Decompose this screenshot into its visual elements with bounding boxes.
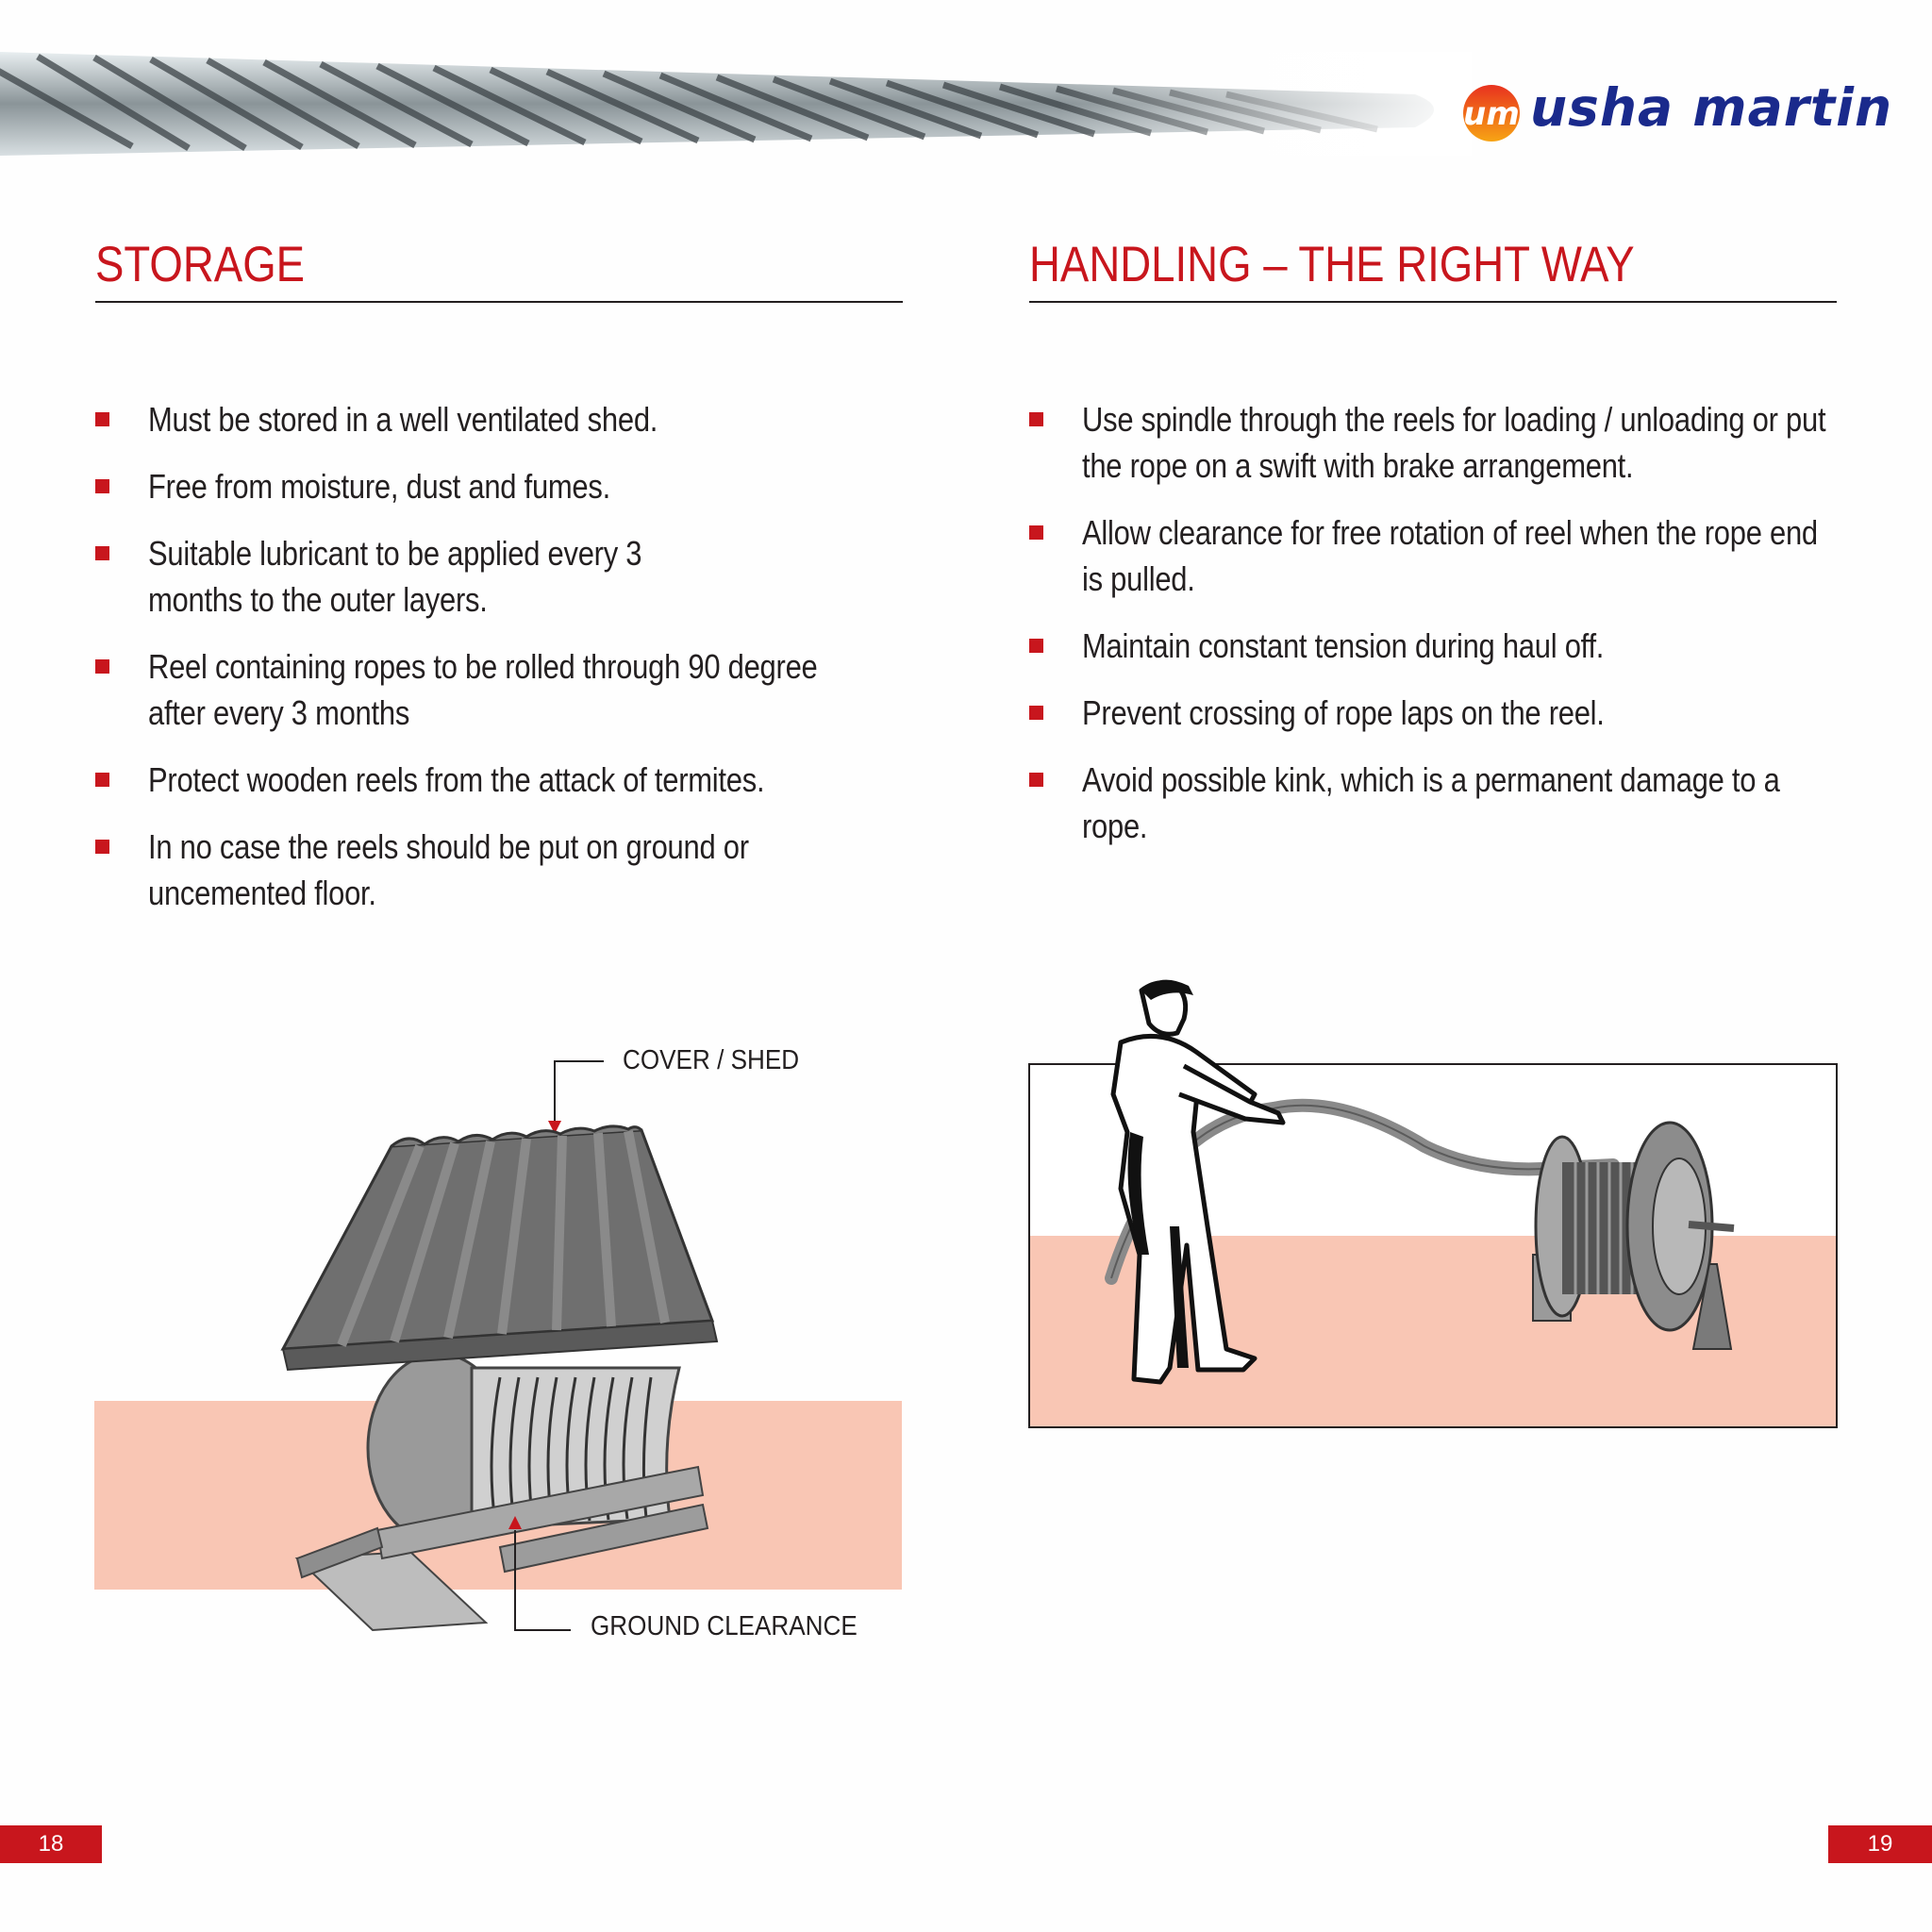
list-item: Prevent crossing of rope laps on the reel. [1029,690,1840,736]
usha-martin-logo-icon [1460,77,1523,145]
ground-clearance-label: GROUND CLEARANCE [591,1611,858,1641]
bullet-square-icon [1029,412,1043,426]
list-item: Maintain constant tension during haul off. [1029,623,1840,669]
page-number-left: 18 [0,1825,102,1863]
rope-header-image [0,52,1472,156]
bullet-square-icon [1029,525,1043,540]
brand-name: usha martin [1530,77,1893,138]
storage-illustration [94,1038,906,1651]
list-item: Allow clearance for free rotation of reel when the rope end is pulled. [1029,509,1840,602]
storage-title: STORAGE [95,237,306,292]
list-item: Suitable lubricant to be applied every 3 months to the outer layers. [95,530,676,623]
list-item: Use spindle through the reels for loading / unloading or put the rope on a swift with brake arrangement. [1029,396,1840,489]
page-number-right: 19 [1828,1825,1932,1863]
list-item: Reel containing ropes to be rolled through 90 degree after every 3 months [95,643,884,736]
list-item: Protect wooden reels from the attack of termites. [95,757,850,803]
bullet-square-icon [95,840,109,854]
reel-under-shed-icon [94,1038,906,1651]
bullet-square-icon [1029,773,1043,787]
bullet-square-icon [95,773,109,787]
bullet-square-icon [95,479,109,493]
handling-title: HANDLING – THE RIGHT WAY [1029,237,1635,292]
cover-shed-label: COVER / SHED [623,1045,800,1075]
handling-list [1029,396,1840,870]
handling-rule [1029,301,1837,303]
svg-text:um: um [1463,95,1520,133]
bullet-square-icon [1029,706,1043,720]
list-item: In no case the reels should be put on ground or uncemented floor. [95,824,827,916]
list-item: Free from moisture, dust and fumes. [95,463,850,509]
list-item: Avoid possible kink, which is a permanent damage to a rope. [1029,757,1840,849]
storage-list [95,396,850,937]
bullet-square-icon [95,659,109,674]
handling-illustration [1028,943,1840,1434]
list-item: Must be stored in a well ventilated shed. [95,396,850,442]
bullet-square-icon [95,546,109,560]
brand-logo [1460,77,1893,145]
storage-rule [95,301,903,303]
man-pulling-rope-icon [1028,943,1840,1434]
bullet-square-icon [1029,639,1043,653]
bullet-square-icon [95,412,109,426]
